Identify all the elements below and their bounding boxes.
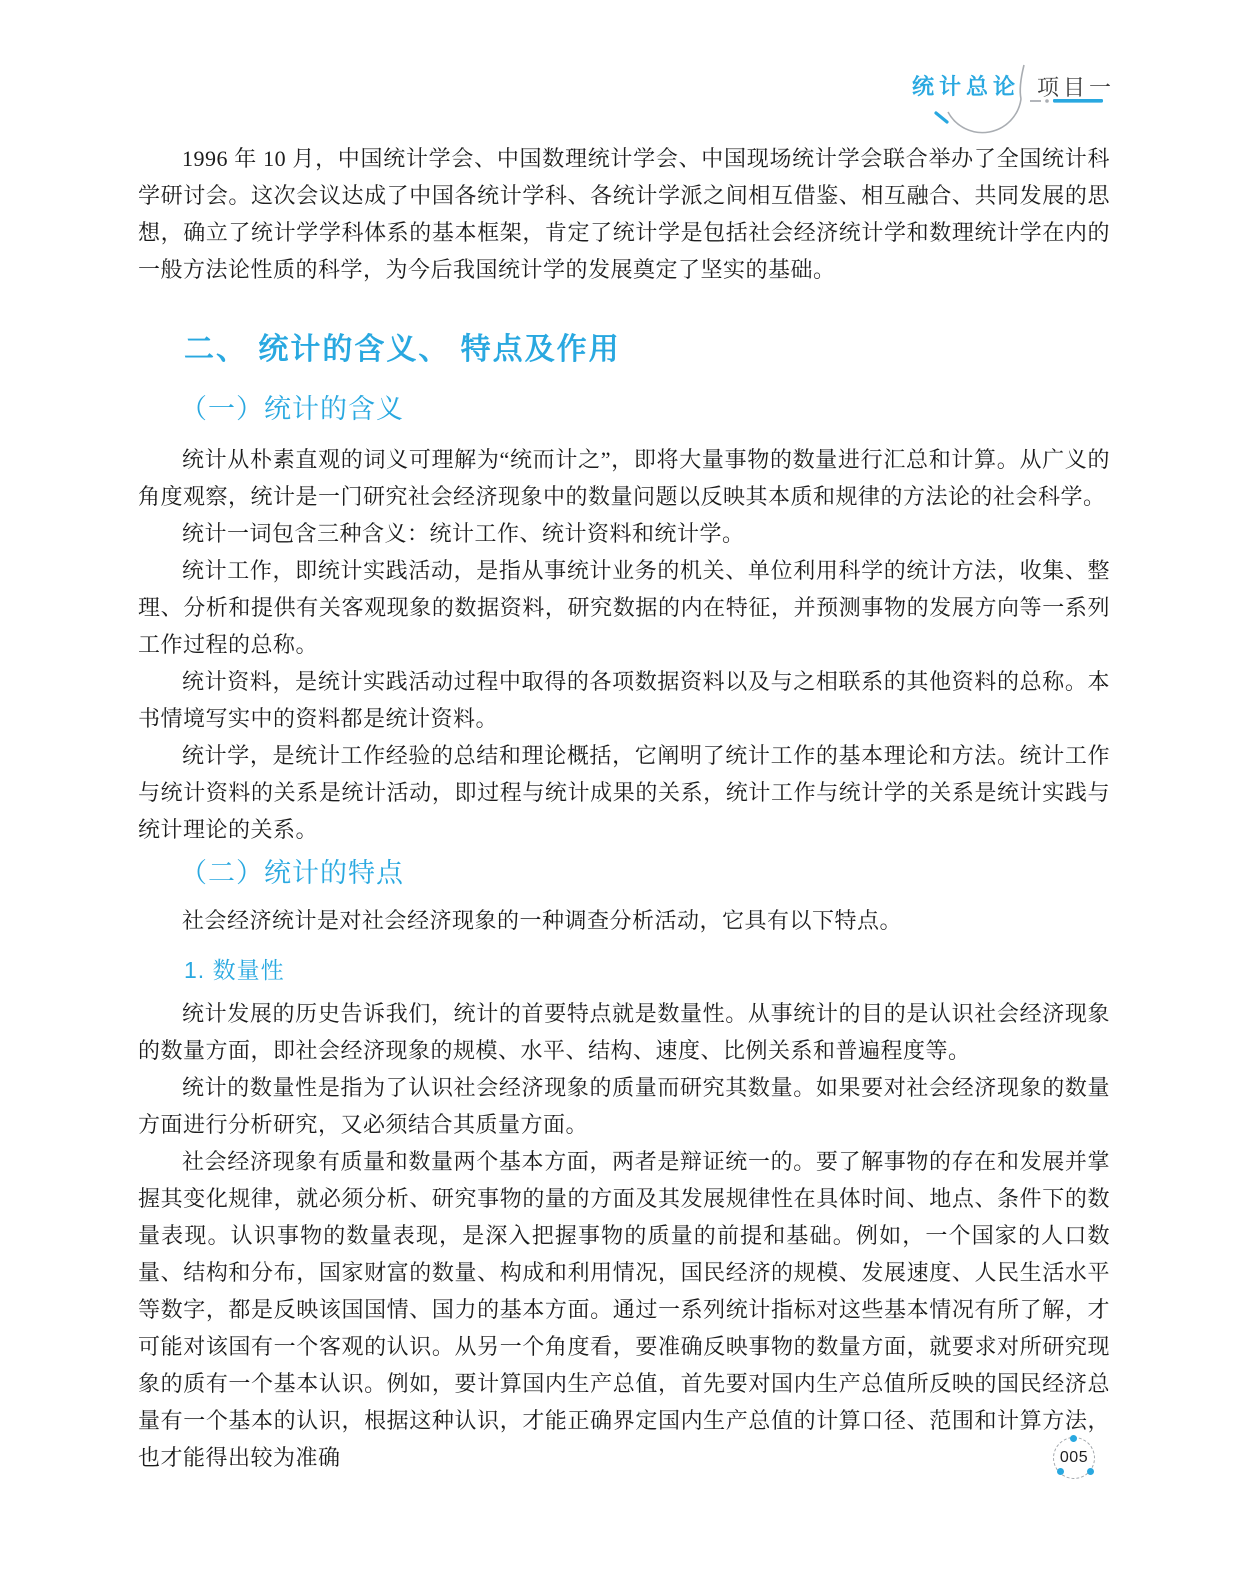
- section-title: 二、 统计的含义、 特点及作用: [184, 333, 621, 366]
- chapter-title: 统计总论: [912, 74, 1021, 99]
- page-number: 005: [1059, 1449, 1089, 1466]
- paragraph: 统计从朴素直观的词义可理解为“统而计之”，即将大量事物的数量进行汇总和计算。从广义的角度观察，统计是一门研究社会经济现象中的数量问题以反映其本质和规律的方法论的社会科学。: [138, 447, 1110, 509]
- intro-paragraph: 1996 年 10 月，中国统计学会、中国数理统计学会、中国现场统计学会联合举办了全国统计科学研讨会。这次会议达成了中国各统计学科、各统计学派之间相互借鉴、相互融合、共同发展的思想，确立了统计学学科体系的基本框架，肯定了统计学是包括社会经济统计学和数理统计学在内的一般方法论性质的科学，为今后我国统计学的发展奠定了坚实的基础。: [138, 146, 1110, 282]
- page-number-badge: [1053, 1437, 1095, 1479]
- paragraph: 统计一词包含三种含义：统计工作、统计资料和统计学。: [182, 521, 745, 546]
- paragraph: 统计学，是统计工作经验的总结和理论概括，它阐明了统计工作的基本理论和方法。统计工作与统计资料的关系是统计活动，即过程与统计成果的关系，统计工作与统计学的关系是统计实践与统计理论的关系。: [138, 743, 1110, 842]
- subsection-1-title: （一）统计的含义: [180, 394, 404, 424]
- paragraph: 统计资料，是统计实践活动过程中取得的各项数据资料以及与之相联系的其他资料的总称。本书情境写实中的资料都是统计资料。: [138, 669, 1110, 731]
- paragraph: 社会经济统计是对社会经济现象的一种调查分析活动，它具有以下特点。: [182, 908, 903, 933]
- page-number-dot-icon: [1070, 1435, 1077, 1442]
- subsection-2-title: （二）统计的特点: [180, 858, 404, 888]
- paragraph: 统计的数量性是指为了认识社会经济现象的质量而研究其数量。如果要对社会经济现象的数量方面进行分析研究，又必须结合其质量方面。: [138, 1075, 1110, 1137]
- page-number-dot-icon: [1087, 1468, 1094, 1475]
- page-number-dot-icon: [1057, 1468, 1064, 1475]
- page-content: [138, 0, 1110, 1476]
- paragraph: 社会经济现象有质量和数量两个基本方面，两者是辩证统一的。要了解事物的存在和发展并掌握其变化规律，就必须分析、研究事物的量的方面及其发展规律性在具体时间、地点、条件下的数量表现。认识事物的数量表现，是深入把握事物的质量的前提和基础。例如，一个国家的人口数量、结构和分布，国家财富的数量、构成和利用情况，国民经济的规模、发展速度、人民生活水平等数字，都是反映该国国情、国力的基本方面。通过一系列统计指标对这些基本情况有所了解，才可能对该国有一个客观的认识。从另一个角度看，要准确反映事物的数量方面，就要求对所研究现象的质有一个基本认识。例如，要计算国内生产总值，首先要对国内生产总值所反映的国民经济总量有一个基本的认识，根据这种认识，才能正确界定国内生产总值的计算口径、范围和计算方法，也才能得出较为准确: [138, 1149, 1110, 1470]
- paragraph: 统计发展的历史告诉我们，统计的首要特点就是数量性。从事统计的目的是认识社会经济现象的数量方面，即社会经济现象的规模、水平、结构、速度、比例关系和普遍程度等。: [138, 1001, 1110, 1063]
- paragraph: 统计工作，即统计实践活动，是指从事统计业务的机关、单位利用科学的统计方法，收集、整理、分析和提供有关客观现象的数据资料，研究数据的内在特征，并预测事物的发展方向等一系列工作过程的总称。: [138, 558, 1110, 657]
- point-1-title: 1. 数量性: [184, 957, 285, 983]
- project-label: 项目一: [1037, 75, 1116, 100]
